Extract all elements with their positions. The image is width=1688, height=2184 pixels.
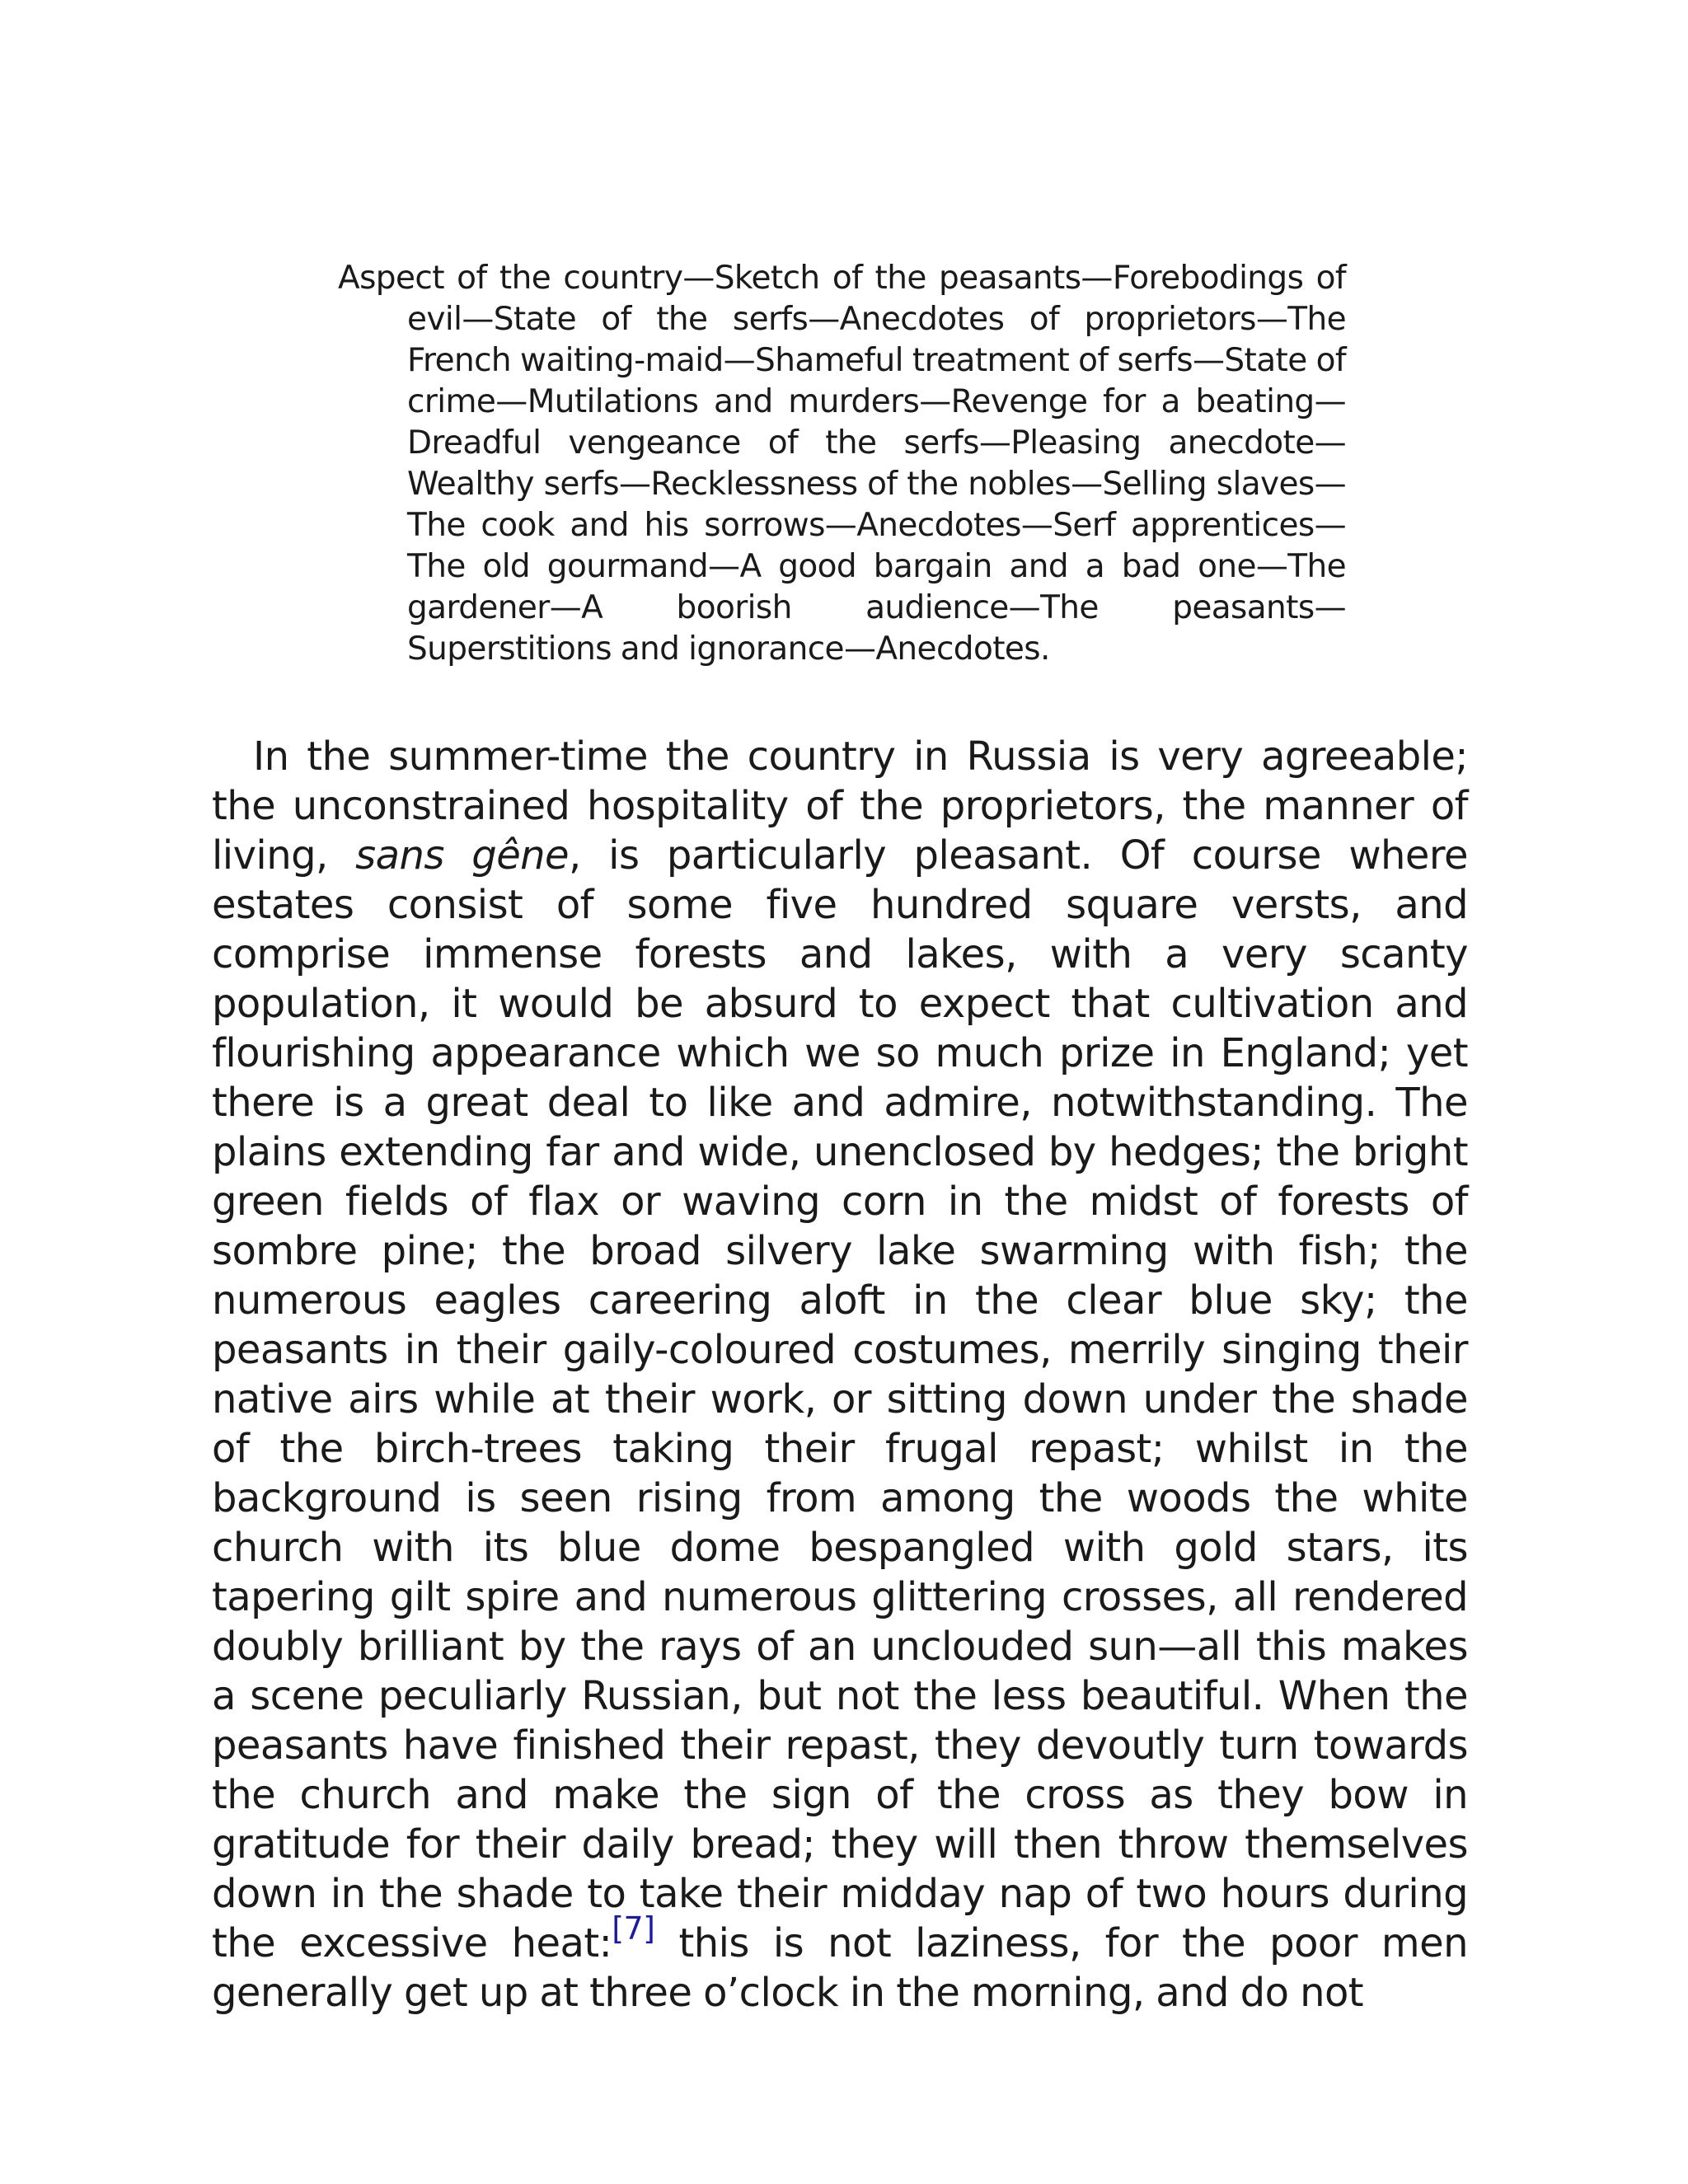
paragraph-text-part1: In the summer-time the country in Russia is very agreeable; the unconstrained hospitality of the proprietors, the manner of living, bbox=[212, 733, 1468, 879]
paragraph-text-part3: this is not laziness, for the poor men generally get up at three o’clock in the morning, and do not bbox=[212, 1920, 1468, 2016]
body-paragraph bbox=[212, 732, 1468, 2018]
chapter-summary: Aspect of the country—Sketch of the peasants—Forebodings of evil—State of the serfs—Anecdotes of proprietors—The French waiting-maid—Shameful treatment of serfs—State of crime—Mutilations and murders—Revenge for a beating—Dreadful vengeance of the serfs—Pleasing anecdote—Wealthy serfs—Recklessness of the nobles—Selling slaves—The cook and his sorrows—Anecdotes—Serf apprentices—The old gourmand—A good bargain and a bad one—The gardener—A boorish audience—The peasants—Superstitions and ignorance—Anecdotes. bbox=[338, 260, 1346, 668]
paragraph-text-part2: , is particularly pleasant. Of course where estates consist of some five hundred square versts, and comprise immense forests and lakes, with a very scanty population, it would be absurd to expect that cultivation and flourishing appearance which we so much prize in England; yet there is a great deal to like and admire, notwithstanding. The plains extending far and wide, unenclosed by hedges; the bright green fields of flax or waving corn in the midst of forests of sombre pine; the broad silvery lake swarming with fish; the numerous eagles careering aloft in the clear blue sky; the peasants in their gaily-coloured costumes, merrily singing their native airs while at their work, or sitting down under the shade of the birch-trees taking their frugal repast; whilst in the background is seen rising from among the woods the white church with its blue dome bespangled with gold stars, its tapering gilt spire and numerous glittering crosses, all rendered doubly brilliant by the rays of an unclouded sun—all this makes a scene peculiarly Russian, but not the less beautiful. When the peasants have finished their repast, they devoutly turn towards the church and make the sign of the cross as they bow in gratitude for their daily bread; they will then throw themselves down in the shade to take their midday nap of two hours during the excessive heat: bbox=[212, 832, 1468, 1966]
italic-phrase: sans gêne bbox=[355, 832, 570, 879]
footnote-link[interactable]: [7] bbox=[612, 1910, 655, 1947]
